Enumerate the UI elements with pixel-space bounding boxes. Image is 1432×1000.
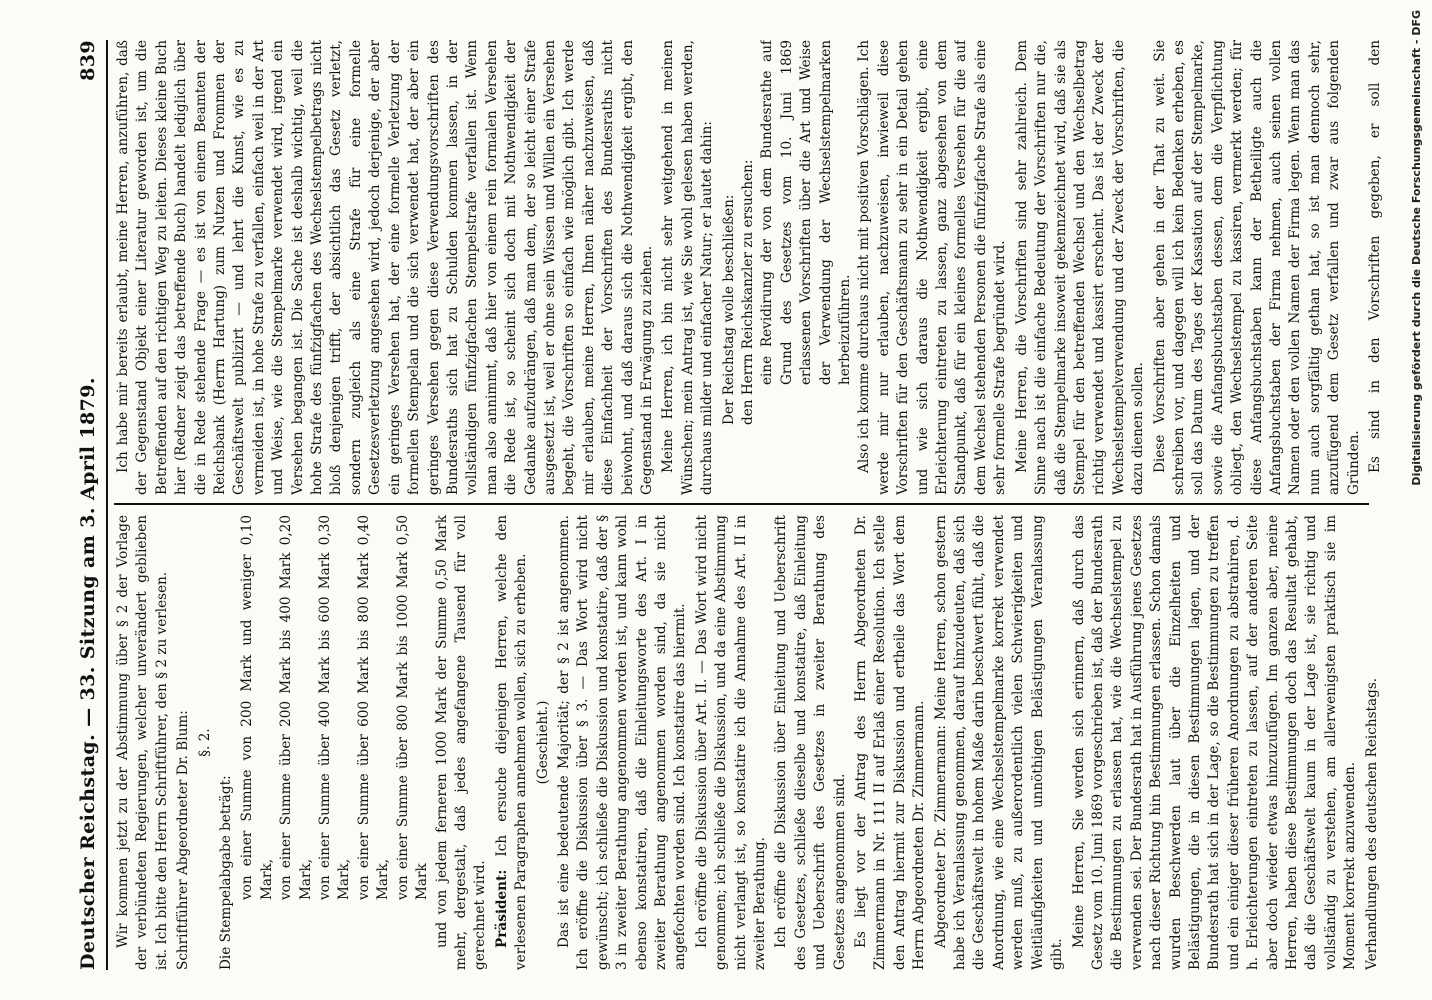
paragraph-text: Ich ersuche diejenigen Herren, welche den verlesenen Paragraphen annehmen wollen, sich zu erheben.: [493, 515, 530, 970]
paragraph: [772, 515, 850, 970]
paragraph-text: Diese Vorschriften aber gehen in der That zu weit. Sie schreiben vor, und dagegen will ich kein Bedenken erheben, es soll das Datum des Tages der Kassation auf der Stempelmarke, sowie die Anfangsbuchstaben dessen, dem die Verpflichtung obliegt, den Wechselstempel zu kassiren, vermerkt werden; für diese Anfangsbuchstaben kann der Betheiligte auch die Anfangsbuchstaben der Firma nehmen, auch seinen vollen Namen oder den vollen Namen der Firma legen. Wenn man das nun auch sorgfältig gethan hat, so ist man dennoch sehr, anzufügend dem Gesetz verfallen und zwar aus folgenden Gründen.: [1151, 40, 1362, 495]
paragraph-text: von einer Summe über 400 Mark bis 600 Mark 0,30 Mark,: [317, 515, 353, 900]
side-note: [1400, 0, 1432, 1000]
page-header: [70, 40, 108, 970]
paragraph-text: von einer Summe über 800 Mark bis 1000 Mark 0,50 Mark: [394, 515, 431, 900]
paragraph: [493, 515, 532, 970]
paragraph-text: Schriftführer Abgeordneter Dr. Blum:: [175, 710, 192, 970]
paragraph-text: Ich habe mir bereits erlaubt, meine Herren, anzuführen, daß der Gegenstand Objekt einer Literatur geworden ist, um die Betreffenden auf den richtigen Weg zu leiten. Dieses kleine Buch hier (Redner zeigt das betreffende Buch) handelt lediglich über die in Rede stehende Frage — es ist von einem Beamten der Reichsbank (Herrn Hartung) zum Nutzen und Frommen der Geschäftswelt publizirt — und lehrt die Kunst, wie es zu vermeiden ist, in hohe Strafe zu verfallen, einfach weil in der Art und Weise, wie die Stempelmarke verwendet wird, irgend ein Versehen begangen ist. Die Sache ist deshalb wichtig, weil die hohe Strafe des fünfzigfachen des Wechselstempelbetrags nicht bloß denjenigen trifft, der absichtlich das Gesetz verletzt, sondern zugleich als eine Strafe für eine formelle Gesetzesverletzung angesehen wird, jedoch derjenige, der aber ein geringes Versehen hat, der eine formelle Verletzung der formellen Stempelan und die sich verwendet hat, der aber ein geringes Versehen gegen diese Verwendungsvorschriften des Bundesraths sich hat zu Schulden kommen lassen, in der vollständigen fünfzigfachen Stempelstrafe verfallen ist. Wenn man also annimmt, daß hier von einem rein formalen Versehen die Rede ist, so scheint sich doch mit Nothwendigkeit der Gedanke aufzudrängen, daß man dem, der so leicht einer Strafe ausgesetzt ist, weil er ohne sein Wissen und Willen ein Versehen begeht, die Vorschriften so einfach wie möglich gibt. Ich werde mir erlauben, meine Herren, Ihnen näher nachzuweisen, daß diese Einfachheit der Vorschriften des Bundesraths nicht beiwohnt, und daß daraus sich die Nothwendigkeit ergibt, den Gegenstand in Erwägung zu ziehen.: [115, 40, 655, 495]
paragraph: [433, 515, 491, 970]
column-divider: [114, 503, 1369, 505]
header-title: Deutscher Reichstag. — 33. Sitzung am 3. April 1879.: [77, 377, 99, 970]
paragraph-text: Wir kommen jetzt zu der Abstimmung über § 2 der Vorlage der verbündeten Regierungen, welcher unverändert geblieben ist. Ich bitte den Herrn Schriftführer, den § 2 zu verlesen.: [115, 515, 170, 970]
indented-line: [238, 515, 277, 970]
paragraph-text: Ich eröffne die Diskussion über Art. II. — Das Wort wird nicht genommen; ich schließe die Diskussion, und da eine Abstimmung nicht verlangt ist, so konstatire ich die Annahme des Art. II in zweiter Berathung.: [693, 515, 768, 970]
paragraph-text: Es sind in den Vorschriften gegeben, er soll den: [1367, 40, 1383, 473]
paragraph-text: Das ist eine bedeutende Majorität; der § 2 ist angenommen. Ich eröffne die Diskussion über § 3. — Das Wort wird nicht gewünscht; ich schließe die Diskussion und konstatire, daß der § 3 in zweiter Berathung angenommen worden ist, und kann wohl ebenso konstatiren, daß die Einleitungsworte des Art. I in zweiter Berathung angenommen worden sind, da sie nicht angefochten worden sind. Ich konstatire das hiermit.: [555, 515, 689, 970]
rotated-newspaper-page: [70, 40, 1400, 970]
indented-line: [316, 515, 355, 970]
text-line: [1363, 515, 1382, 970]
header-page-number: 839: [77, 40, 99, 81]
paragraph: [114, 515, 172, 970]
indented-line: [720, 40, 739, 495]
paragraph-text: eine Revidirung der von dem Bundesrathe auf Grund des Gesetzes vom 10. Juni 1869 erlassenen Vorschriften über die Art und Weise der Verwendung der Wechselstempelmarken herbeizuführen.: [759, 40, 854, 385]
paragraph-text: §. 2.: [196, 728, 213, 757]
paragraph-text: Die Stempelabgabe beträgt:: [218, 775, 235, 970]
paragraph-text: von einer Summe über 200 Mark bis 400 Mark 0,20 Mark,: [278, 515, 314, 900]
paragraph-text: Meine Herren, die Vorschriften sind sehr zahlreich. Dem Sinne nach ist die einfache Bedeutung der Vorschriften nur die, daß die Stempelmarke insoweit gekennzeichnet wird, daß sie als Stempel für den betreffenden Wechsel und den Wechselbetrag richtig verwendet und kassirt erscheint. Das ist der Zweck der Wechselstempelverwendung und der Zweck der Vorschriften, die dazu dienen sollen.: [1013, 40, 1147, 495]
indented-line: [277, 515, 316, 970]
paragraph-text: den Herrn Reichskanzler zu ersuchen:: [740, 159, 756, 425]
paragraph: [114, 40, 657, 495]
centered-line: [534, 515, 553, 970]
paragraph-text: Verhandlungen des deutschen Reichstags.: [1363, 677, 1380, 970]
right-column: [114, 40, 1384, 495]
paragraph-text: Also ich komme durchaus nicht mit positiven Vorschlägen. Ich werde mir nur erlauben, nachzuweisen, inwieweil diese Vorschriften für den Geschäftsmann zu sehr in ein Detail gehen und wie sich daraus die Nothwendigkeit ergibt, eine Erleichterung eintreten zu lassen, ganz abgesehen von dem Standpunkt, daß für ein kleines formelles Versehen für die auf dem Wechsel stehenden Personen die fünfzigfache Strafe als eine sehr formelle Strafe begründet wird.: [856, 40, 1009, 495]
paragraph-text: und von jedem ferneren 1000 Mark der Summe 0,50 Mark mehr, dergestalt, daß jedes angefangene Tausend für voll gerechnet wird.: [433, 515, 489, 970]
paragraph-text: Meine Herren, Sie werden sich erinnern, daß durch das Gesetz vom 10. Juni 1869 vorgeschrieben ist, daß der Bundesrath die Bestimmungen zu erlassen hat, wie die Wechselstempel zu verwenden sei. Der Bundesrath hat in Ausführung jenes Gesetzes nach dieser Richtung hin Bestimmungen erlassen. Schon damals wurden Beschwerden laut über die Einzelheiten und Belästigungen, die in diesen Bestimmungen lagen, und der Bundesrath hat sich in der Lage, so die Bestimmungen zu treffen und ein einiger dieser früheren Anordnungen zu abstrahiren, d. h. Erleichterungen eintreten zu lassen, auf der anderen Seite aber doch wieder etwas hinzuzufügen. Im ganzen aber, meine Herren, haben diese Bestimmungen doch das Resultat gehabt, daß die Geschäftswelt kaum in der Lage ist, sie richtig und vollständig zu verstehen, am allerwenigsten praktisch sie im Moment korrekt anzuwenden.: [1070, 515, 1359, 970]
paragraph: [855, 40, 1010, 495]
paragraph-text: Meine Herren, ich bin nicht sehr weitgehend in meinen Wünschen; mein Antrag ist, wie Sie wohl gelesen haben werden, durchaus milder und einfacher Natur; er lautet dahin:: [660, 40, 716, 495]
paragraph: [693, 515, 771, 970]
paragraph: [1070, 515, 1361, 970]
digitization-note: Digitalisierung gefördert durch die Deutsche Forschungsgemeinschaft - DFG: [1409, 10, 1423, 486]
paragraph: [932, 515, 1068, 970]
text-line: [217, 515, 236, 970]
paragraph: [659, 40, 717, 495]
paragraph: [1013, 40, 1149, 495]
paragraph-text: Ich eröffne die Diskussion über Einleitung und Ueberschrift des Gesetzes, schließe dieselbe und konstatire, daß Einleitung und Ueberschrift des Gesetzes in zweiter Berathung des Gesetzes angenommen sind.: [773, 515, 848, 970]
paragraph-text: Abgeordneter Dr. Zimmermann: Meine Herren, schon gestern habe ich Veranlassung genommen, darauf hinzudeuten, daß sich die Geschäftswelt in hohem Maße darin beschwert fühlt, daß die Anordnung, wie eine Wechselstempelmarke korrekt verwendet werden muß, zu außerordentlich vielen Schwierigkeiten und Weitläufigkeiten und unnöthigen Belästigungen Veranlassung gibt.: [932, 515, 1066, 970]
paragraph-text: von einer Summe von 200 Mark und weniger 0,10 Mark,: [239, 515, 275, 900]
paragraph: [1151, 40, 1364, 495]
centered-line: [196, 515, 215, 970]
left-column: [114, 515, 1384, 970]
paragraph: [555, 515, 691, 970]
indented-line: [394, 515, 433, 970]
text-line: [174, 515, 193, 970]
indented-line: [355, 515, 394, 970]
paragraph-text: (Geschieht.): [534, 700, 551, 785]
paragraph: [1366, 40, 1384, 495]
indented-line: [739, 40, 758, 495]
paragraph-text: von einer Summe über 600 Mark bis 800 Mark 0,40 Mark,: [355, 515, 392, 900]
paragraph-text: Der Reichstag wolle beschließen:: [720, 194, 737, 425]
paragraph-text: Es liegt vor der Antrag des Herrn Abgeordneten Dr. Zimmermann in Nr. 111 II auf Erlaß einer Resolution. Ich stelle den Antrag hiermit zur Diskussion und ertheile das Wort dem Herrn Abgeordneten Dr. Zimmermann.: [853, 515, 928, 970]
speaker-name: Präsident:: [493, 869, 510, 948]
indented-line: [758, 40, 855, 495]
paragraph: [852, 515, 930, 970]
